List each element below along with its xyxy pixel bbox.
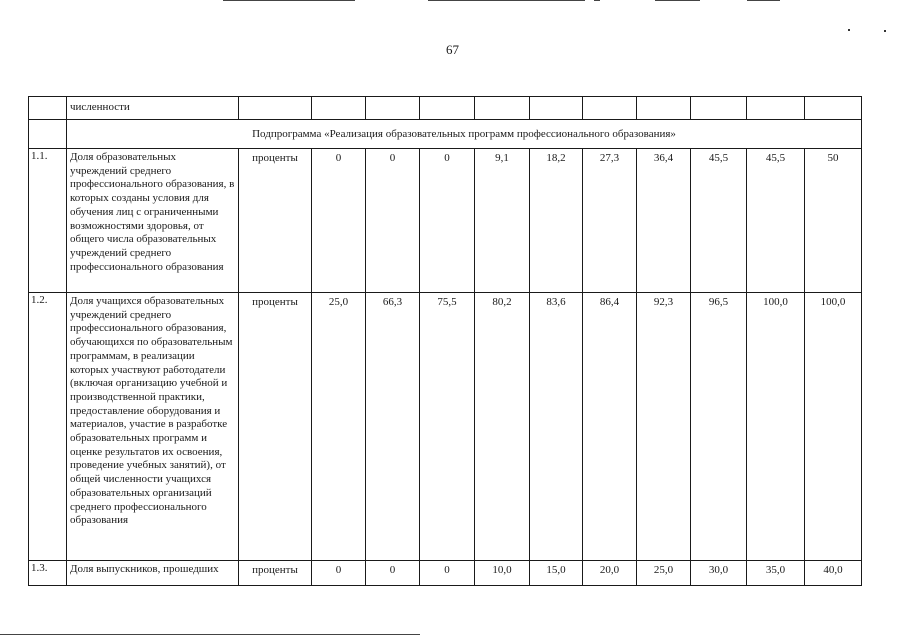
table-row [29,293,862,561]
scan-artifact-line [428,0,585,1]
value-cell: 0 [312,561,366,586]
scan-artifact-line [0,634,420,635]
value-cell: 100,0 [747,293,805,561]
scan-speck [884,30,886,32]
value-cell: 10,0 [475,561,530,586]
value-cell: 25,0 [637,561,691,586]
value-cell: 40,0 [805,561,862,586]
value-cell: 0 [366,149,420,293]
value-cell: 96,5 [691,293,747,561]
value-cell: 27,3 [583,149,637,293]
scan-artifact-line [655,0,700,1]
value-cell: 92,3 [637,293,691,561]
value-cell: 30,0 [691,561,747,586]
indicator-name: Доля образовательных учреждений среднего профессионального образования, в которых созданы условия для обучения лиц с ограниченными возможностями здоровья, от общего числа образовательных учреждений среднего профессионального образования [67,149,239,293]
value-cell: 66,3 [366,293,420,561]
row-number: 1.2. [29,293,67,561]
table-row [29,149,862,293]
value-cell: 0 [420,149,475,293]
row-number: 1.1. [29,149,67,293]
value-cell: 35,0 [747,561,805,586]
value-cell: 20,0 [583,561,637,586]
continuation-text: численности [67,97,239,120]
value-cell: 83,6 [530,293,583,561]
table-row-continuation [29,97,862,120]
value-cell: 45,5 [747,149,805,293]
scan-artifact-line [594,0,600,1]
page-number: 67 [446,42,459,57]
value-cell: 25,0 [312,293,366,561]
value-cell: 36,4 [637,149,691,293]
table-row [29,561,862,586]
value-cell: 0 [366,561,420,586]
value-cell: 15,0 [530,561,583,586]
value-cell: 86,4 [583,293,637,561]
subprogram-title: Подпрограмма «Реализация образовательных программ профессионального образования» [67,120,862,149]
value-cell: 100,0 [805,293,862,561]
row-number: 1.3. [29,561,67,586]
unit-cell: проценты [239,293,312,561]
unit-cell: проценты [239,149,312,293]
value-cell: 9,1 [475,149,530,293]
scan-artifact-line [223,0,355,1]
value-cell: 0 [420,561,475,586]
value-cell: 75,5 [420,293,475,561]
value-cell: 45,5 [691,149,747,293]
scan-artifact-line [747,0,780,1]
value-cell: 18,2 [530,149,583,293]
table-row-subprogram [29,120,862,149]
value-cell: 0 [312,149,366,293]
indicator-name: Доля учащихся образовательных учреждений среднего профессионального образования, обучающихся по образовательным программам, в реализации которых участвуют работодатели (включая организацию учебной и производственной практики, предоставление оборудования и материалов, участие в разработке образовательных программ и оценке результатов их освоения, проведение учебных занятий), от общей численности учащихся образовательных организаций среднего профессионального образования [67,293,239,561]
value-cell: 80,2 [475,293,530,561]
value-cell: 50 [805,149,862,293]
indicator-name: Доля выпускников, прошедших [67,561,239,586]
indicator-table [28,96,862,586]
scan-speck [848,29,850,31]
unit-cell: проценты [239,561,312,586]
